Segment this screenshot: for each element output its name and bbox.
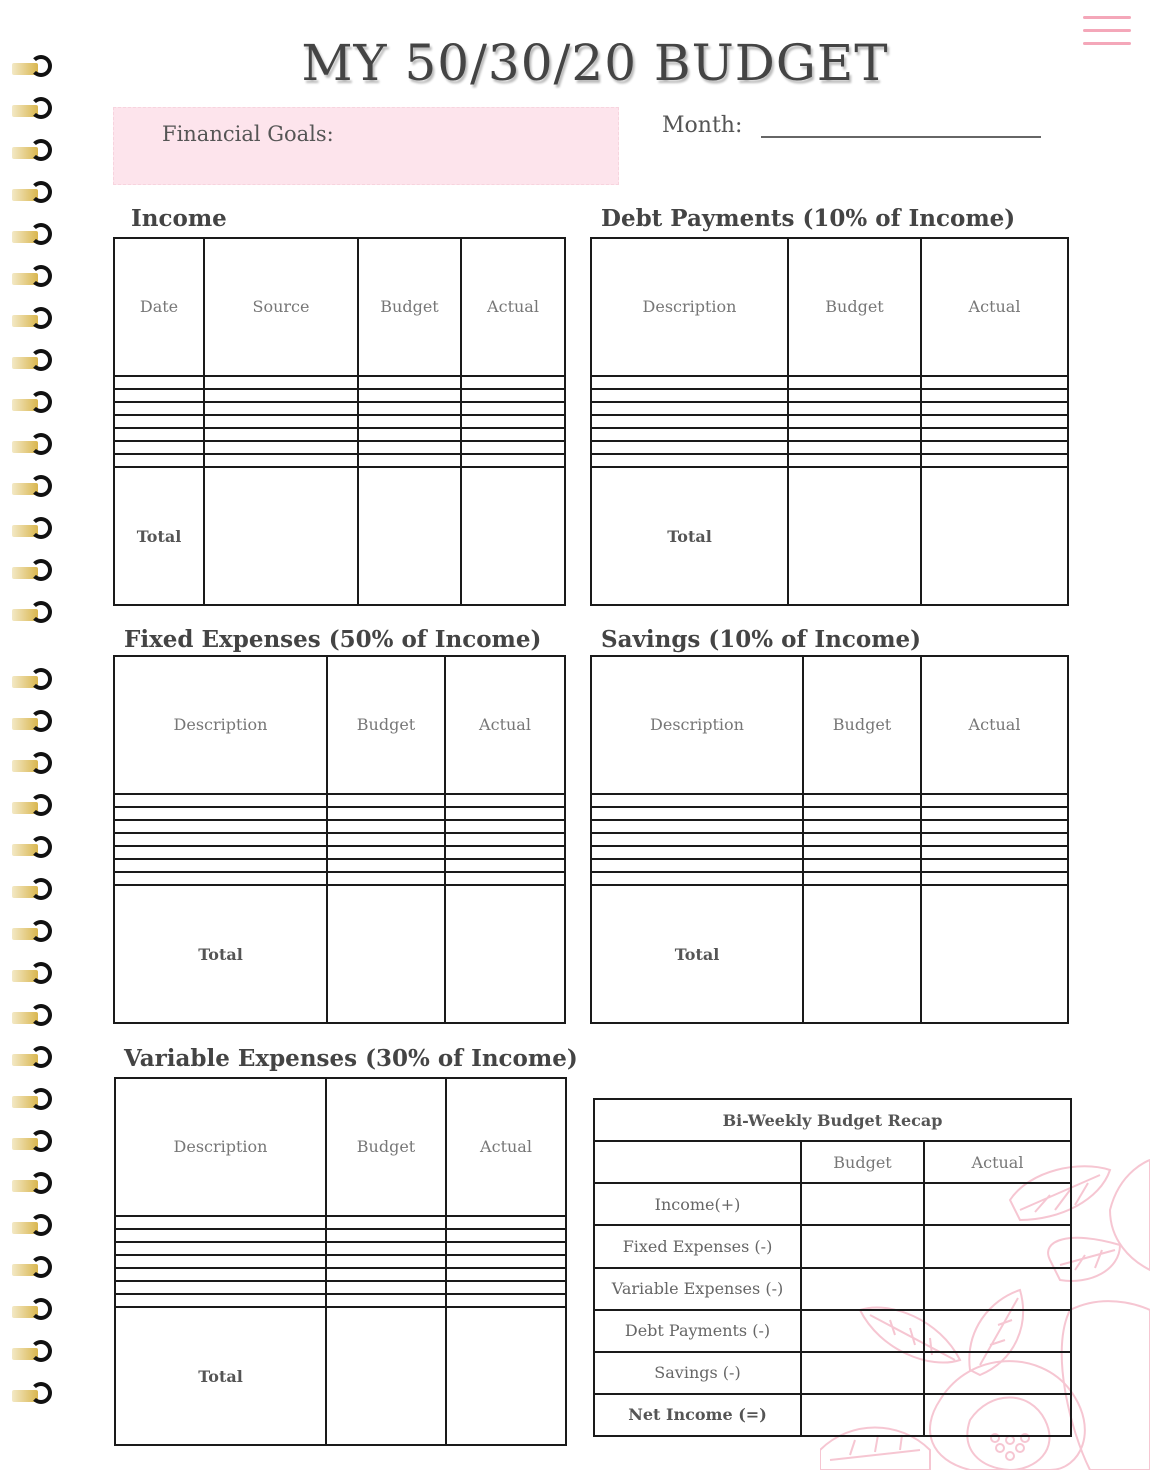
table-row bbox=[594, 1268, 1071, 1310]
spiral-ring bbox=[12, 1340, 48, 1366]
table-cell[interactable] bbox=[801, 1310, 924, 1352]
table-cell[interactable] bbox=[921, 402, 1068, 415]
table-cell[interactable] bbox=[446, 1229, 566, 1242]
table-cell[interactable] bbox=[803, 794, 921, 807]
table-cell[interactable] bbox=[801, 1183, 924, 1225]
table-row bbox=[594, 1225, 1071, 1267]
recap-title-row bbox=[594, 1099, 1071, 1141]
table-cell[interactable] bbox=[327, 872, 445, 885]
fixed-title: Fixed Expenses (50% of Income) bbox=[124, 626, 542, 653]
table-row bbox=[114, 389, 565, 402]
row-label: Variable Expenses (-) bbox=[594, 1268, 801, 1310]
savings-table bbox=[590, 655, 1069, 1024]
table-row bbox=[591, 859, 1068, 872]
total-cell[interactable] bbox=[327, 885, 445, 1023]
total-cell[interactable] bbox=[788, 467, 921, 605]
total-label: Total bbox=[591, 885, 803, 1023]
table-cell[interactable] bbox=[326, 1268, 446, 1281]
spiral-ring bbox=[12, 836, 48, 862]
total-label: Total bbox=[115, 1307, 326, 1445]
column-header: Budget bbox=[803, 656, 921, 794]
total-row bbox=[114, 467, 565, 605]
table-cell[interactable] bbox=[921, 428, 1068, 441]
table-row bbox=[114, 859, 565, 872]
table-cell[interactable] bbox=[591, 415, 788, 428]
table-cell[interactable] bbox=[358, 389, 461, 402]
table-cell[interactable] bbox=[461, 441, 565, 454]
total-label: Total bbox=[114, 885, 327, 1023]
table-row bbox=[114, 428, 565, 441]
table-row bbox=[114, 807, 565, 820]
spiral-ring bbox=[12, 391, 48, 417]
table-cell[interactable] bbox=[803, 872, 921, 885]
table-cell[interactable] bbox=[788, 441, 921, 454]
table-cell[interactable] bbox=[115, 1255, 326, 1268]
net-income-row bbox=[594, 1394, 1071, 1436]
total-cell[interactable] bbox=[921, 467, 1068, 605]
table-cell[interactable] bbox=[446, 1255, 566, 1268]
table-cell[interactable] bbox=[921, 820, 1068, 833]
column-header: Actual bbox=[921, 238, 1068, 376]
spiral-ring bbox=[12, 517, 48, 543]
table-cell[interactable] bbox=[204, 428, 358, 441]
income-title: Income bbox=[131, 205, 227, 232]
month-input-line[interactable] bbox=[761, 136, 1041, 138]
financial-goals-label: Financial Goals: bbox=[162, 122, 334, 146]
table-row bbox=[591, 820, 1068, 833]
spiral-ring bbox=[12, 97, 48, 123]
table-row bbox=[114, 846, 565, 859]
table-row bbox=[114, 833, 565, 846]
table-row bbox=[114, 402, 565, 415]
table-cell[interactable] bbox=[114, 389, 204, 402]
table-row bbox=[115, 1229, 566, 1242]
table-cell[interactable] bbox=[445, 807, 565, 820]
table-cell[interactable] bbox=[921, 807, 1068, 820]
table-cell[interactable] bbox=[114, 428, 204, 441]
table-row bbox=[114, 794, 565, 807]
table-cell[interactable] bbox=[446, 1281, 566, 1294]
table-cell[interactable] bbox=[803, 807, 921, 820]
table-cell[interactable] bbox=[591, 389, 788, 402]
table-cell[interactable] bbox=[114, 794, 327, 807]
header-row bbox=[114, 656, 565, 794]
column-header: Source bbox=[204, 238, 358, 376]
table-cell[interactable] bbox=[445, 846, 565, 859]
table-cell[interactable] bbox=[115, 1242, 326, 1255]
total-cell[interactable] bbox=[358, 467, 461, 605]
table-row bbox=[591, 833, 1068, 846]
table-cell[interactable] bbox=[358, 415, 461, 428]
header-row bbox=[114, 238, 565, 376]
table-cell[interactable] bbox=[326, 1294, 446, 1307]
table-cell[interactable] bbox=[114, 376, 204, 389]
total-cell[interactable] bbox=[803, 885, 921, 1023]
table-cell[interactable] bbox=[801, 1352, 924, 1394]
total-label: Total bbox=[114, 467, 204, 605]
spiral-ring bbox=[12, 1172, 48, 1198]
table-cell[interactable] bbox=[445, 872, 565, 885]
spiral-ring bbox=[12, 433, 48, 459]
table-cell[interactable] bbox=[461, 454, 565, 467]
table-cell[interactable] bbox=[788, 415, 921, 428]
table-cell[interactable] bbox=[358, 376, 461, 389]
column-header: Actual bbox=[924, 1141, 1071, 1183]
spiral-ring bbox=[12, 559, 48, 585]
table-cell[interactable] bbox=[921, 794, 1068, 807]
spiral-ring bbox=[12, 307, 48, 333]
spiral-ring bbox=[12, 710, 48, 736]
column-header: Description bbox=[591, 238, 788, 376]
table-row bbox=[114, 454, 565, 467]
table-cell[interactable] bbox=[115, 1216, 326, 1229]
variable-expenses-table bbox=[114, 1077, 567, 1446]
savings-title: Savings (10% of Income) bbox=[601, 626, 922, 653]
table-cell[interactable] bbox=[327, 794, 445, 807]
table-cell[interactable] bbox=[591, 872, 803, 885]
table-cell[interactable] bbox=[921, 872, 1068, 885]
spiral-ring bbox=[12, 139, 48, 165]
table-cell[interactable] bbox=[591, 820, 803, 833]
column-header bbox=[594, 1141, 801, 1183]
table-row bbox=[594, 1183, 1071, 1225]
table-row bbox=[115, 1268, 566, 1281]
table-cell[interactable] bbox=[924, 1394, 1071, 1436]
total-cell[interactable] bbox=[204, 467, 358, 605]
spiral-ring bbox=[12, 920, 48, 946]
table-cell[interactable] bbox=[358, 454, 461, 467]
table-cell[interactable] bbox=[591, 846, 803, 859]
table-cell[interactable] bbox=[801, 1394, 924, 1436]
table-cell[interactable] bbox=[204, 441, 358, 454]
total-label: Total bbox=[591, 467, 788, 605]
table-cell[interactable] bbox=[461, 389, 565, 402]
table-cell[interactable] bbox=[115, 1294, 326, 1307]
table-cell[interactable] bbox=[326, 1229, 446, 1242]
table-cell[interactable] bbox=[114, 820, 327, 833]
row-label: Debt Payments (-) bbox=[594, 1310, 801, 1352]
column-header: Description bbox=[114, 656, 327, 794]
table-cell[interactable] bbox=[591, 833, 803, 846]
table-cell[interactable] bbox=[461, 376, 565, 389]
total-cell[interactable] bbox=[921, 885, 1068, 1023]
table-cell[interactable] bbox=[327, 833, 445, 846]
spiral-ring bbox=[12, 601, 48, 627]
table-row bbox=[114, 415, 565, 428]
table-row bbox=[591, 872, 1068, 885]
table-cell[interactable] bbox=[445, 833, 565, 846]
table-cell[interactable] bbox=[921, 376, 1068, 389]
column-header: Budget bbox=[358, 238, 461, 376]
financial-goals-box[interactable] bbox=[113, 107, 619, 185]
table-cell[interactable] bbox=[114, 846, 327, 859]
total-cell[interactable] bbox=[461, 467, 565, 605]
table-cell[interactable] bbox=[115, 1281, 326, 1294]
table-cell[interactable] bbox=[327, 807, 445, 820]
table-row bbox=[115, 1242, 566, 1255]
total-row bbox=[591, 467, 1068, 605]
table-cell[interactable] bbox=[788, 376, 921, 389]
fixed-expenses-table bbox=[113, 655, 566, 1024]
column-header: Actual bbox=[445, 656, 565, 794]
table-cell[interactable] bbox=[327, 859, 445, 872]
column-header: Budget bbox=[327, 656, 445, 794]
table-cell[interactable] bbox=[788, 428, 921, 441]
table-cell[interactable] bbox=[591, 794, 803, 807]
table-cell[interactable] bbox=[445, 820, 565, 833]
table-cell[interactable] bbox=[801, 1268, 924, 1310]
table-cell[interactable] bbox=[921, 415, 1068, 428]
table-cell[interactable] bbox=[114, 807, 327, 820]
table-cell[interactable] bbox=[204, 415, 358, 428]
spiral-ring bbox=[12, 1298, 48, 1324]
table-cell[interactable] bbox=[358, 428, 461, 441]
row-label: Fixed Expenses (-) bbox=[594, 1225, 801, 1267]
table-row bbox=[591, 794, 1068, 807]
table-cell[interactable] bbox=[788, 389, 921, 402]
spiral-ring bbox=[12, 1130, 48, 1156]
table-cell[interactable] bbox=[115, 1268, 326, 1281]
column-header: Actual bbox=[446, 1078, 566, 1216]
table-cell[interactable] bbox=[921, 441, 1068, 454]
variable-title: Variable Expenses (30% of Income) bbox=[124, 1045, 578, 1072]
table-cell[interactable] bbox=[803, 859, 921, 872]
table-row bbox=[115, 1216, 566, 1229]
spiral-ring bbox=[12, 794, 48, 820]
spiral-ring bbox=[12, 1004, 48, 1030]
table-row bbox=[594, 1310, 1071, 1352]
table-cell[interactable] bbox=[326, 1255, 446, 1268]
table-cell[interactable] bbox=[204, 454, 358, 467]
table-cell[interactable] bbox=[591, 428, 788, 441]
table-row bbox=[115, 1294, 566, 1307]
table-cell[interactable] bbox=[326, 1216, 446, 1229]
table-cell[interactable] bbox=[114, 415, 204, 428]
table-row bbox=[591, 807, 1068, 820]
spiral-ring bbox=[12, 265, 48, 291]
table-cell[interactable] bbox=[591, 376, 788, 389]
column-header: Description bbox=[115, 1078, 326, 1216]
column-header: Budget bbox=[801, 1141, 924, 1183]
header-row bbox=[115, 1078, 566, 1216]
table-cell[interactable] bbox=[803, 846, 921, 859]
table-cell[interactable] bbox=[114, 872, 327, 885]
table-cell[interactable] bbox=[327, 846, 445, 859]
column-header: Budget bbox=[326, 1078, 446, 1216]
table-cell[interactable] bbox=[921, 389, 1068, 402]
table-cell[interactable] bbox=[461, 415, 565, 428]
table-cell[interactable] bbox=[924, 1310, 1071, 1352]
spiral-ring bbox=[12, 475, 48, 501]
spiral-ring bbox=[12, 1046, 48, 1072]
table-cell[interactable] bbox=[204, 402, 358, 415]
table-cell[interactable] bbox=[446, 1216, 566, 1229]
table-cell[interactable] bbox=[114, 402, 204, 415]
spiral-ring bbox=[12, 668, 48, 694]
spiral-ring bbox=[12, 878, 48, 904]
table-row bbox=[114, 376, 565, 389]
row-label: Income(+) bbox=[594, 1183, 801, 1225]
total-cell[interactable] bbox=[326, 1307, 446, 1445]
spiral-ring bbox=[12, 962, 48, 988]
table-row bbox=[591, 415, 1068, 428]
table-cell[interactable] bbox=[591, 402, 788, 415]
table-cell[interactable] bbox=[445, 794, 565, 807]
total-row bbox=[591, 885, 1068, 1023]
income-table bbox=[113, 237, 566, 606]
total-cell[interactable] bbox=[446, 1307, 566, 1445]
table-cell[interactable] bbox=[326, 1242, 446, 1255]
spiral-ring bbox=[12, 181, 48, 207]
table-cell[interactable] bbox=[591, 454, 788, 467]
table-cell[interactable] bbox=[114, 833, 327, 846]
table-cell[interactable] bbox=[921, 859, 1068, 872]
header-row bbox=[591, 656, 1068, 794]
net-income-label: Net Income (=) bbox=[594, 1394, 801, 1436]
total-row bbox=[114, 885, 565, 1023]
spiral-ring bbox=[12, 223, 48, 249]
table-row bbox=[114, 872, 565, 885]
table-cell[interactable] bbox=[924, 1225, 1071, 1267]
table-cell[interactable] bbox=[461, 428, 565, 441]
table-cell[interactable] bbox=[924, 1268, 1071, 1310]
total-cell[interactable] bbox=[445, 885, 565, 1023]
column-header: Budget bbox=[788, 238, 921, 376]
table-row bbox=[591, 428, 1068, 441]
spiral-ring bbox=[12, 1088, 48, 1114]
table-row bbox=[591, 376, 1068, 389]
debt-table bbox=[590, 237, 1069, 606]
table-row bbox=[591, 454, 1068, 467]
column-header: Description bbox=[591, 656, 803, 794]
header-row bbox=[591, 238, 1068, 376]
table-cell[interactable] bbox=[115, 1229, 326, 1242]
month-label: Month: bbox=[662, 113, 743, 138]
table-cell[interactable] bbox=[591, 807, 803, 820]
table-row bbox=[115, 1255, 566, 1268]
table-cell[interactable] bbox=[446, 1242, 566, 1255]
table-cell[interactable] bbox=[114, 454, 204, 467]
table-row bbox=[114, 441, 565, 454]
table-cell[interactable] bbox=[114, 441, 204, 454]
table-row bbox=[591, 402, 1068, 415]
bi-weekly-recap-table bbox=[593, 1098, 1072, 1437]
table-cell[interactable] bbox=[803, 833, 921, 846]
table-cell[interactable] bbox=[446, 1294, 566, 1307]
page-title: MY 50/30/20 BUDGET bbox=[301, 34, 889, 92]
table-cell[interactable] bbox=[591, 859, 803, 872]
spiral-ring bbox=[12, 752, 48, 778]
table-cell[interactable] bbox=[591, 441, 788, 454]
spiral-ring bbox=[12, 1256, 48, 1282]
debt-title: Debt Payments (10% of Income) bbox=[601, 205, 1016, 232]
table-cell[interactable] bbox=[114, 859, 327, 872]
table-cell[interactable] bbox=[204, 389, 358, 402]
total-row bbox=[115, 1307, 566, 1445]
column-header: Actual bbox=[921, 656, 1068, 794]
recap-title: Bi-Weekly Budget Recap bbox=[594, 1099, 1071, 1141]
table-cell[interactable] bbox=[921, 846, 1068, 859]
table-cell[interactable] bbox=[921, 454, 1068, 467]
header-row bbox=[594, 1141, 1071, 1183]
table-cell[interactable] bbox=[358, 402, 461, 415]
table-row bbox=[594, 1352, 1071, 1394]
table-cell[interactable] bbox=[446, 1268, 566, 1281]
table-cell[interactable] bbox=[801, 1225, 924, 1267]
table-row bbox=[591, 441, 1068, 454]
spiral-ring bbox=[12, 1214, 48, 1240]
table-cell[interactable] bbox=[924, 1183, 1071, 1225]
table-row bbox=[114, 820, 565, 833]
table-cell[interactable] bbox=[803, 820, 921, 833]
table-row bbox=[591, 846, 1068, 859]
spiral-ring bbox=[12, 1382, 48, 1408]
table-cell[interactable] bbox=[921, 833, 1068, 846]
column-header: Actual bbox=[461, 238, 565, 376]
table-cell[interactable] bbox=[924, 1352, 1071, 1394]
table-cell[interactable] bbox=[327, 820, 445, 833]
table-row bbox=[115, 1281, 566, 1294]
column-header: Date bbox=[114, 238, 204, 376]
table-cell[interactable] bbox=[788, 402, 921, 415]
table-cell[interactable] bbox=[461, 402, 565, 415]
table-cell[interactable] bbox=[326, 1281, 446, 1294]
table-cell[interactable] bbox=[204, 376, 358, 389]
spiral-ring bbox=[12, 349, 48, 375]
table-cell[interactable] bbox=[788, 454, 921, 467]
table-row bbox=[591, 389, 1068, 402]
row-label: Savings (-) bbox=[594, 1352, 801, 1394]
table-cell[interactable] bbox=[358, 441, 461, 454]
table-cell[interactable] bbox=[445, 859, 565, 872]
